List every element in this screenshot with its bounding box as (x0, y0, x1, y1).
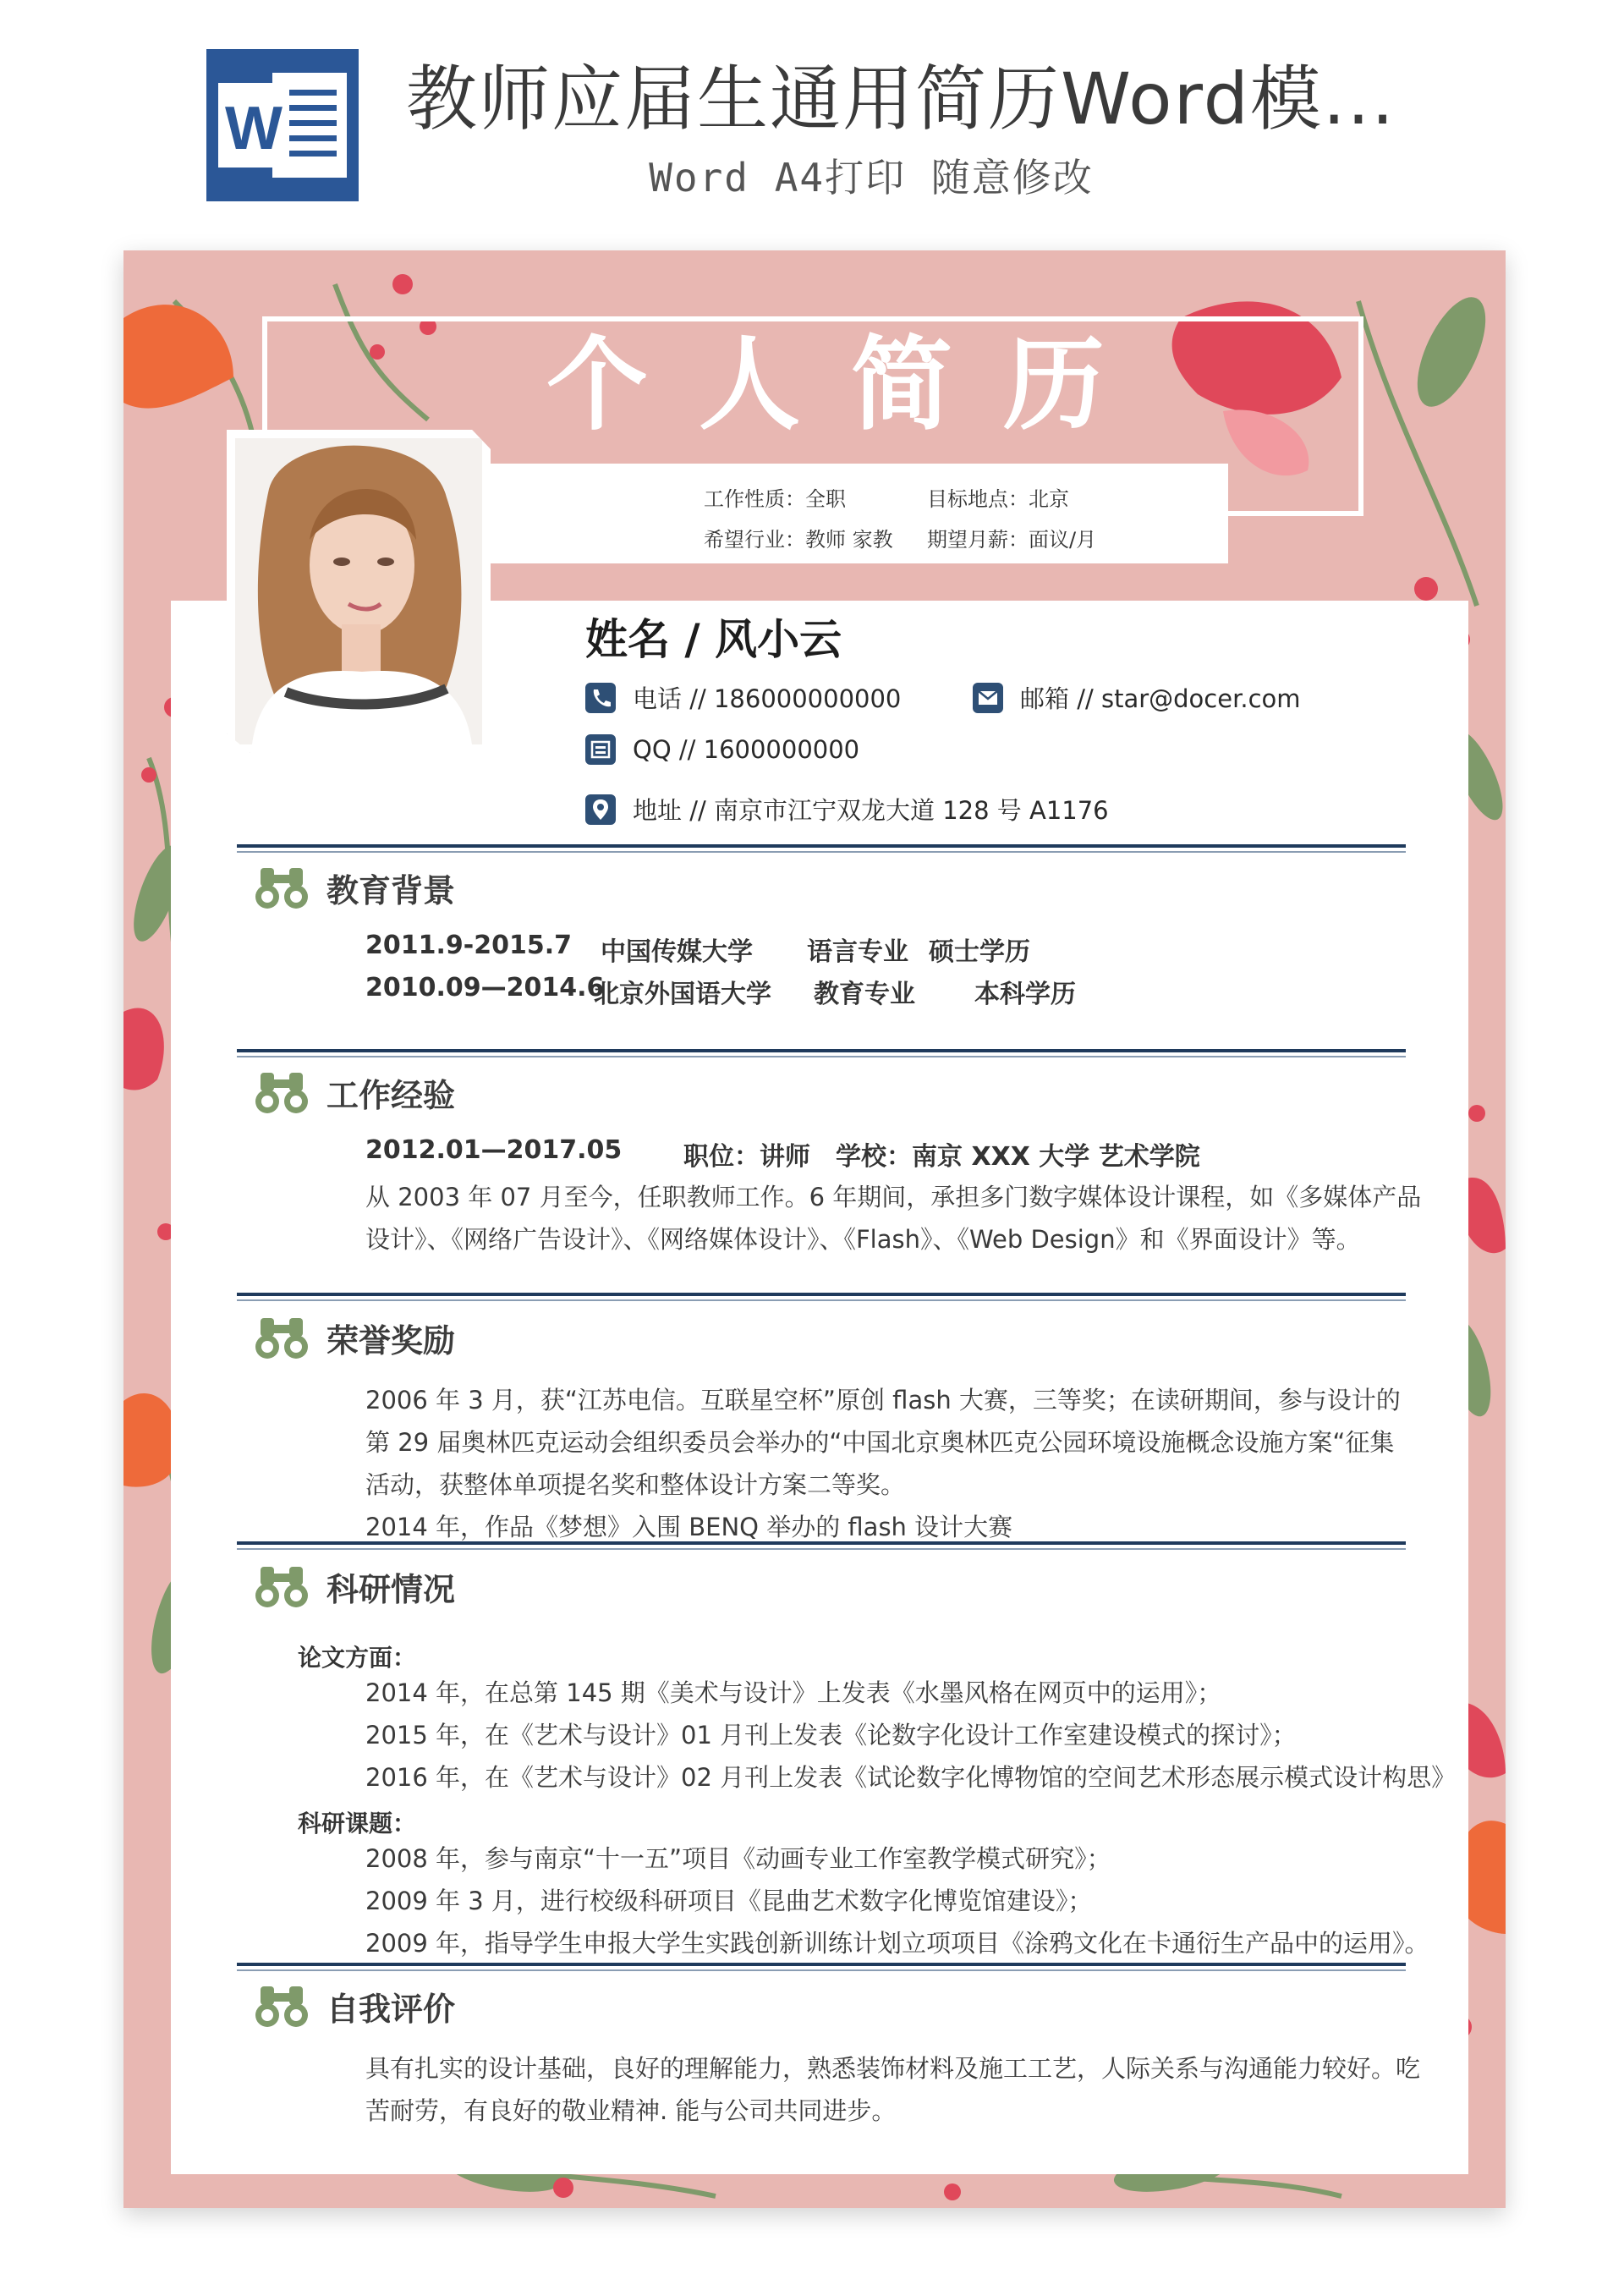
phone-text: 电话 // 186000000000 (633, 684, 902, 713)
project-line: 2009 年 3 月，进行校级科研项目《昆曲艺术数字化博览馆建设》； (365, 1887, 1093, 1915)
binoculars-icon (254, 1071, 310, 1115)
edu-degree: 本科学历 (974, 980, 1076, 1009)
edu-degree: 硕士学历 (929, 937, 1030, 967)
address-text: 地址 // 南京市江宁双龙大道 128 号 A1176 (633, 796, 1109, 825)
resume-main-title: 个人简历 (546, 327, 1155, 444)
section-divider (237, 1049, 1406, 1057)
document-subtitle: Word A4打印 随意修改 (649, 155, 1094, 200)
self-eval-line: 具有扎实的设计基础，良好的理解能力，熟悉装饰材料及施工工艺，人际关系与沟通能力较好。吃 (365, 2054, 1421, 2083)
work-title: 工作经验 (326, 1077, 456, 1114)
work-period: 2012.01—2017.05 (365, 1135, 623, 1165)
edu-major: 教育专业 (814, 980, 915, 1009)
section-divider (237, 844, 1406, 853)
papers-label: 论文方面： (298, 1644, 417, 1672)
resume-page (123, 250, 1506, 2208)
self-eval-header (254, 1983, 455, 2030)
research-title: 科研情况 (326, 1571, 456, 1608)
paper-line: 2016 年，在《艺术与设计》02 月刊上发表《试论数字化博物馆的空间艺术形态展示模式设计构思》 (365, 1763, 1457, 1792)
education-header (254, 865, 455, 911)
email-text: 邮箱 // star@docer.com (1020, 684, 1301, 713)
target-location: 目标地点：北京 (927, 487, 1069, 511)
self-eval-title: 自我评价 (326, 1991, 456, 2028)
email-icon (973, 683, 1003, 713)
address-contact (585, 792, 1109, 827)
section-divider (237, 1541, 1406, 1550)
edu-school: 中国传媒大学 (601, 937, 753, 967)
portrait-photo-frame (227, 430, 491, 753)
education-title: 教育背景 (326, 872, 456, 909)
email-contact (973, 680, 1301, 715)
svg-text:W: W (225, 95, 283, 162)
honors-line: 第 29 届奥林匹克运动会组织委员会举办的“中国北京奥林匹克公园环境设施概念设施方案“征集 (365, 1428, 1395, 1457)
project-line: 2009 年，指导学生申报大学生实践创新训练计划立项项目《涂鸦文化在卡通衍生产品中的运用》。 (365, 1929, 1429, 1958)
phone-contact (585, 680, 901, 715)
location-icon (585, 794, 616, 825)
projects-label: 科研课题： (298, 1810, 417, 1837)
candidate-name: 姓名 / 风小云 (585, 615, 842, 664)
work-header (254, 1069, 455, 1116)
binoculars-icon (254, 866, 310, 910)
qq-icon (585, 734, 616, 765)
portrait-photo (235, 438, 482, 744)
expected-salary: 期望月薪：面议/月 (927, 528, 1097, 552)
self-eval-line: 苦耐劳，有良好的敬业精神. 能与公司共同进步。 (365, 2096, 897, 2125)
edu-period: 2010.09—2014.6 (365, 973, 605, 1002)
section-divider (237, 1963, 1406, 1971)
paper-line: 2014 年，在总第 145 期《美术与设计》上发表《水墨风格在网页中的运用》； (365, 1678, 1222, 1707)
work-role: 职位：讲师 学校：南京 XXX 大学 艺术学院 (683, 1142, 1200, 1172)
honors-title: 荣誉奖励 (326, 1322, 456, 1359)
job-nature: 工作性质：全职 (704, 487, 846, 511)
edu-school: 北京外国语大学 (594, 980, 771, 1009)
honors-line: 2006 年 3 月，获“江苏电信。互联星空杯”原创 flash 大赛，三等奖；在读研期间，参与设计的 (365, 1386, 1401, 1414)
research-header (254, 1563, 455, 1610)
binoculars-icon (254, 1316, 310, 1360)
binoculars-icon (254, 1985, 310, 2029)
document-title: 教师应届生通用简历Word模... (406, 58, 1396, 140)
edu-major: 语言专业 (807, 937, 908, 967)
job-info-band (487, 464, 1228, 563)
work-desc-line: 从 2003 年 07 月至今，任职教师工作。6 年期间，承担多门数字媒体设计课程，如《多媒体产品 (365, 1183, 1422, 1211)
binoculars-icon (254, 1565, 310, 1609)
target-industry: 希望行业：教师 家教 (704, 528, 893, 552)
work-desc-line: 设计》、《网络广告设计》、《网络媒体设计》、《Flash》、《Web Design》和《界面设计》等。 (365, 1225, 1361, 1254)
section-divider (237, 1293, 1406, 1301)
project-line: 2008 年，参与南京“十一五”项目《动画专业工作室教学模式研究》； (365, 1844, 1111, 1873)
honors-header (254, 1315, 455, 1361)
phone-icon (585, 683, 616, 713)
qq-text: QQ // 1600000000 (633, 735, 860, 764)
paper-line: 2015 年，在《艺术与设计》01 月刊上发表《论数字化设计工作室建设模式的探讨》； (365, 1721, 1297, 1749)
honors-line: 活动，获整体单项提名奖和整体设计方案二等奖。 (365, 1470, 906, 1499)
edu-period: 2011.9-2015.7 (365, 931, 572, 960)
qq-contact (585, 734, 859, 765)
honors-line: 2014 年，作品《梦想》入围 BENQ 举办的 flash 设计大赛 (365, 1513, 1013, 1541)
